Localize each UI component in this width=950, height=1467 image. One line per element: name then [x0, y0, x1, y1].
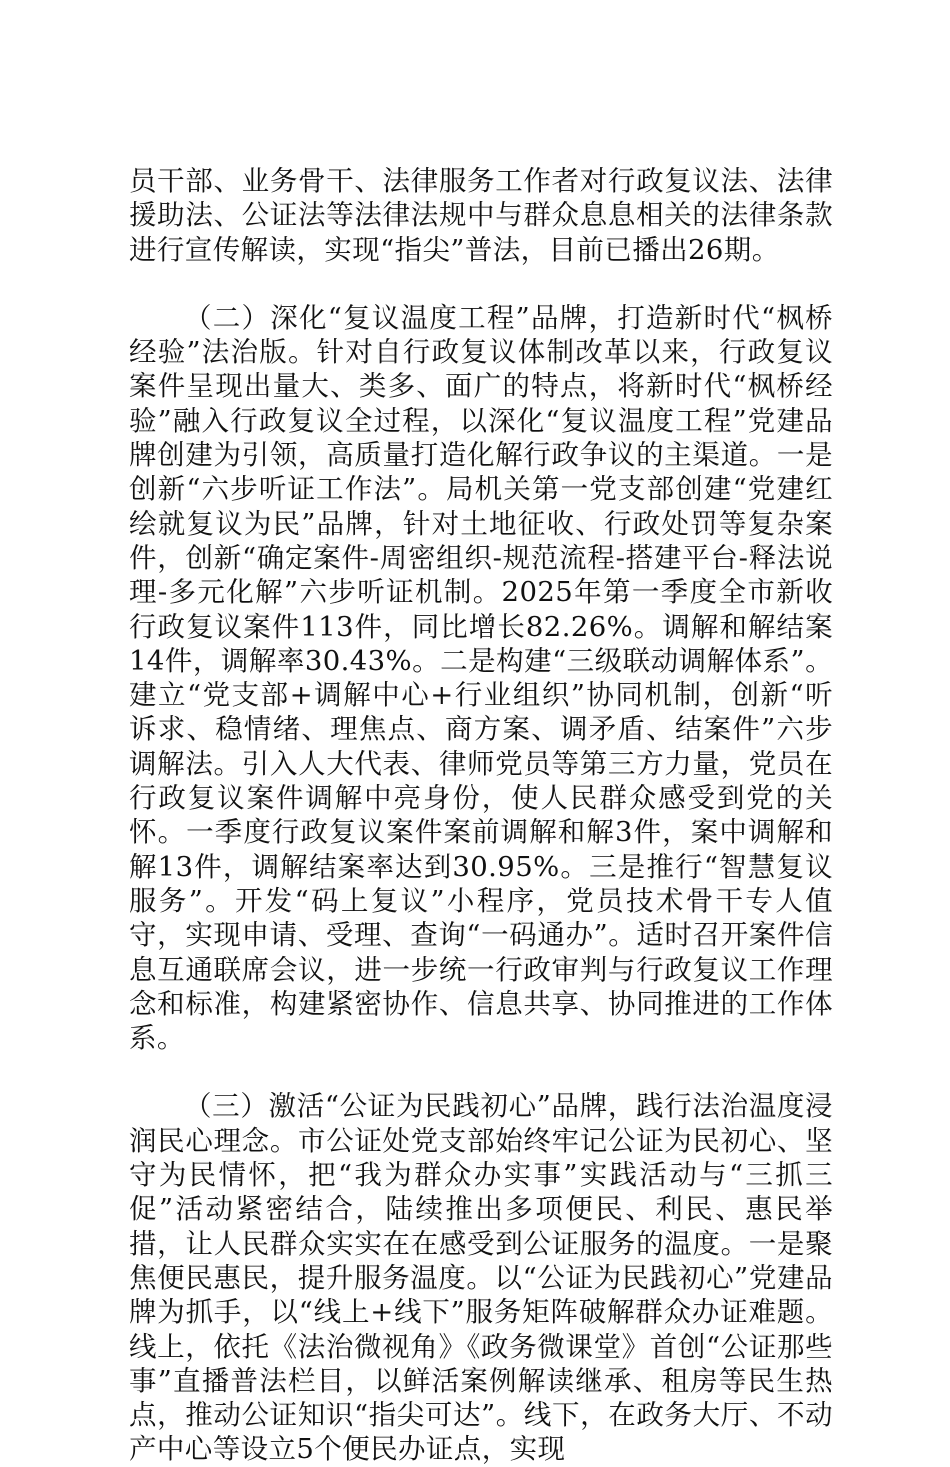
paragraph-gap: [129, 1055, 833, 1089]
document-body: [129, 164, 833, 1467]
paragraph-gap: [129, 267, 833, 301]
paragraph-continuation: 员干部、业务骨干、法律服务工作者对行政复议法、法律援助法、公证法等法律法规中与群众息息相关的法律条款进行宣传解读，实现“指尖”普法，目前已播出26期。: [129, 165, 833, 266]
paragraph-section-two: （二）深化“复议温度工程”品牌，打造新时代“枫桥经验”法治版。针对自行政复议体制改革以来，行政复议案件呈现出量大、类多、面广的特点，将新时代“枫桥经验”融入行政复议全过程，以深化“复议温度工程”党建品牌创建为引领，高质量打造化解行政争议的主渠道。一是创新“六步听证工作法”。局机关第一党支部创建“党建红绘就复议为民”品牌，针对土地征收、行政处罚等复杂案件，创新“确定案件-周密组织-规范流程-搭建平台-释法说理-多元化解”六步听证机制。2025年第一季度全市新收行政复议案件113件，同比增长82.26%。调解和解结案14件，调解率30.43%。二是构建“三级联动调解体系”。建立“党支部+调解中心+行业组织”协同机制，创新“听诉求、稳情绪、理焦点、商方案、调矛盾、结案件”六步调解法。引入人大代表、律师党员等第三方力量，党员在行政复议案件调解中亮身份，使人民群众感受到党的关怀。一季度行政复议案件案前调解和解3件，案中调解和解13件，调解结案率达到30.95%。三是推行“智慧复议服务”。开发“码上复议”小程序，党员技术骨干专人值守，实现申请、受理、查询“一码通办”。适时召开案件信息互通联席会议，进一步统一行政审判与行政复议工作理念和标准，构建紧密协作、信息共享、协同推进的工作体系。: [129, 301, 833, 1055]
paragraph-section-three: （三）激活“公证为民践初心”品牌，践行法治温度浸润民心理念。市公证处党支部始终牢记公证为民初心、坚守为民情怀，把“我为群众办实事”实践活动与“三抓三促”活动紧密结合，陆续推出多项便民、利民、惠民举措，让人民群众实实在在感受到公证服务的温度。一是聚焦便民惠民，提升服务温度。以“公证为民践初心”党建品牌为抓手，以“线上+线下”服务矩阵破解群众办证难题。线上，依托《法治微视角》《政务微课堂》首创“公证那些事”直播普法栏目，以鲜活案例解读继承、租房等民生热点，推动公证知识“指尖可达”。线下，在政务大厅、不动产中心等设立5个便民办证点，实现: [129, 1090, 833, 1466]
